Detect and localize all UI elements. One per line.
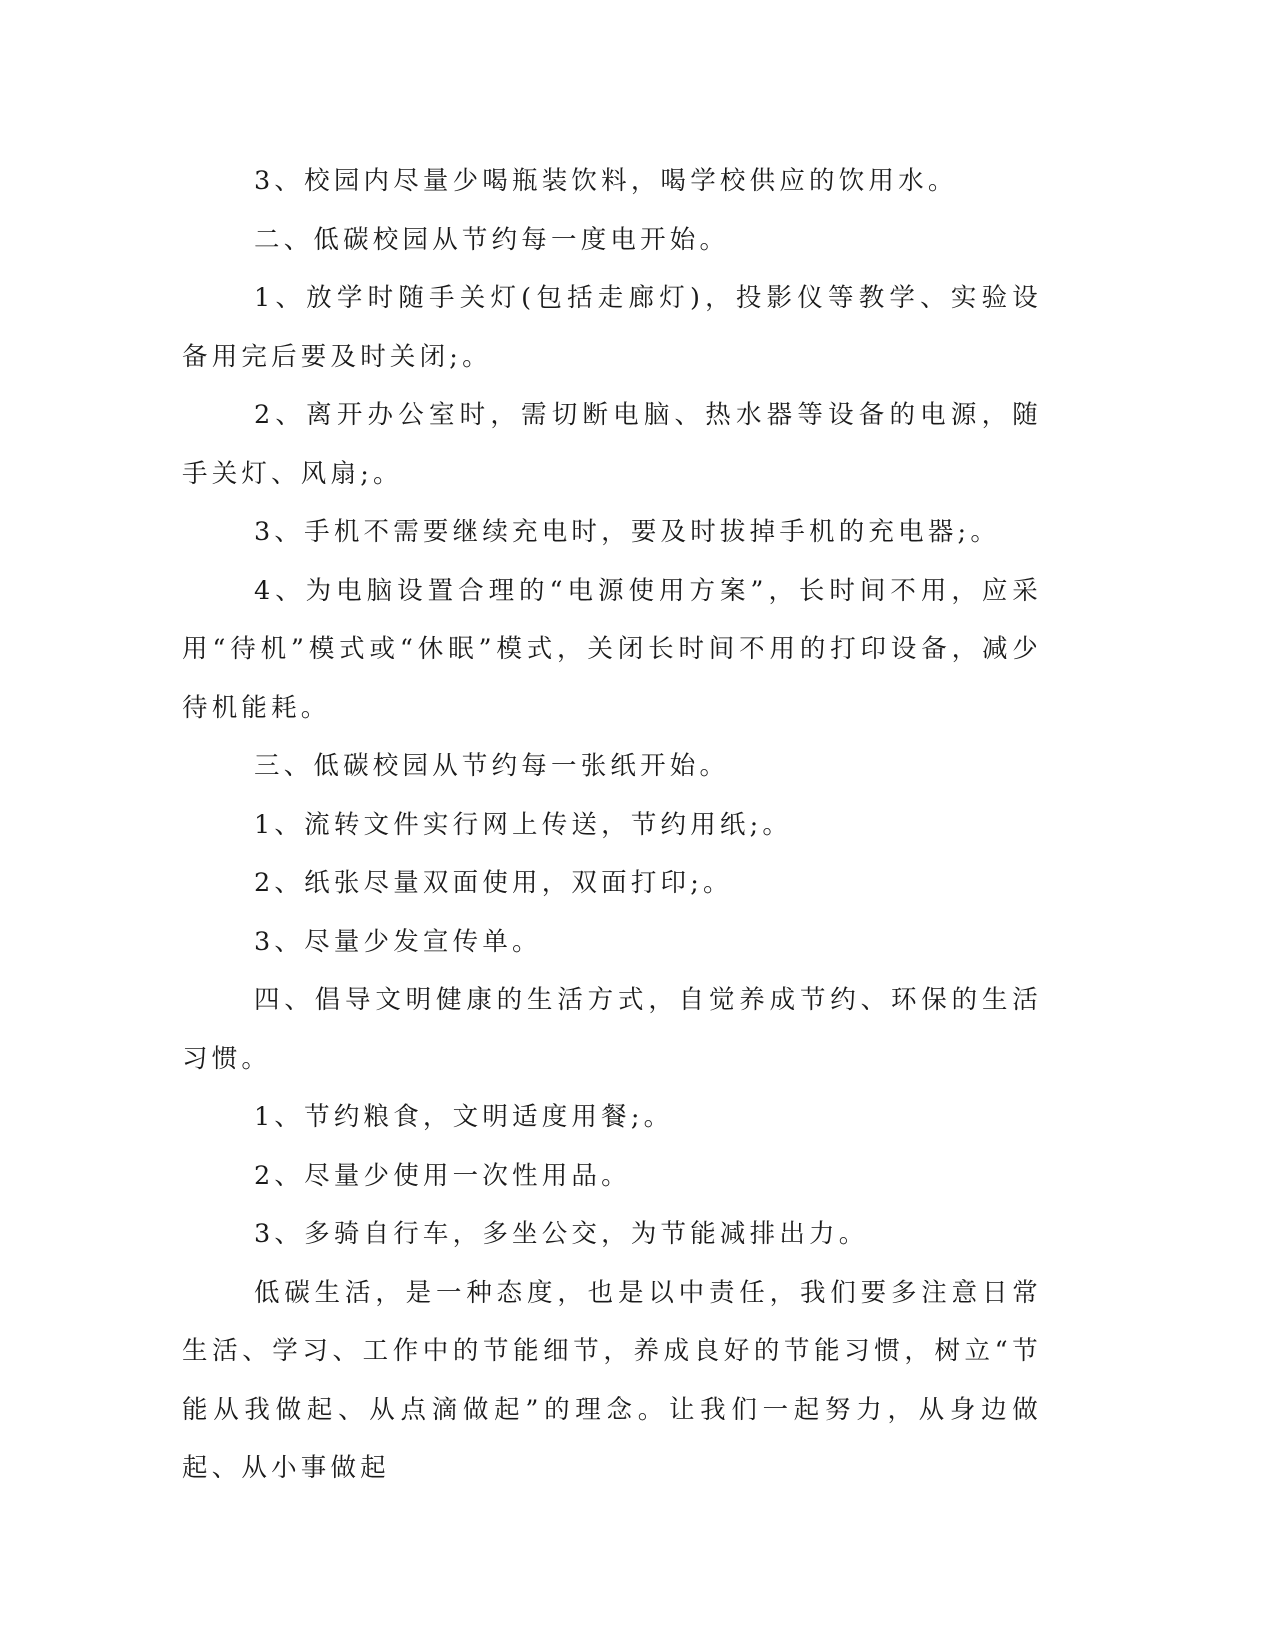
paragraph-disposables: 2、尽量少使用一次性用品。 bbox=[254, 1160, 631, 1191]
paragraph-lights-off: 1、放学时随手关灯(包括走廊灯)，投影仪等教学、实验设备用完后要及时关闭;。 bbox=[182, 283, 1042, 372]
paragraph-power-plan: 4、为电脑设置合理的“电源使用方案”，长时间不用，应采用“待机”模式或“休眠”模式，关闭长时间不用的打印设备，减少待机能耗。 bbox=[182, 575, 1042, 723]
paragraph-save-food: 1、节约粮食，文明适度用餐;。 bbox=[254, 1102, 674, 1132]
section-heading-save-paper: 三、低碳校园从节约每一张纸开始。 bbox=[254, 751, 730, 781]
paragraph-phone-charger: 3、手机不需要继续充电时，要及时拔掉手机的充电器;。 bbox=[254, 517, 1001, 547]
paragraph-bike-bus: 3、多骑自行车，多坐公交，为节能减排出力。 bbox=[254, 1219, 869, 1249]
paragraph-office-power: 2、离开办公室时，需切断电脑、热水器等设备的电源，随手关灯、风扇;。 bbox=[182, 400, 1042, 489]
paragraph-drink-water: 3、校园内尽量少喝瓶装饮料，喝学校供应的饮用水。 bbox=[254, 166, 958, 196]
section-heading-healthy-lifestyle: 四、倡导文明健康的生活方式，自觉养成节约、环保的生活习惯。 bbox=[182, 985, 1042, 1074]
paragraph-double-sided: 2、纸张尽量双面使用，双面打印;。 bbox=[254, 868, 733, 898]
paragraph-fewer-flyers: 3、尽量少发宣传单。 bbox=[254, 926, 542, 957]
section-heading-save-electricity: 二、低碳校园从节约每一度电开始。 bbox=[254, 224, 730, 255]
paragraph-online-files: 1、流转文件实行网上传送，节约用纸;。 bbox=[254, 809, 793, 840]
paragraph-conclusion: 低碳生活，是一种态度，也是以中责任，我们要多注意日常生活、学习、工作中的节能细节，养成良好的节能习惯，树立“节能从我做起、从点滴做起”的理念。让我们一起努力，从身边做起、从小事做起 bbox=[182, 1277, 1042, 1483]
document-body bbox=[182, 152, 1042, 1498]
